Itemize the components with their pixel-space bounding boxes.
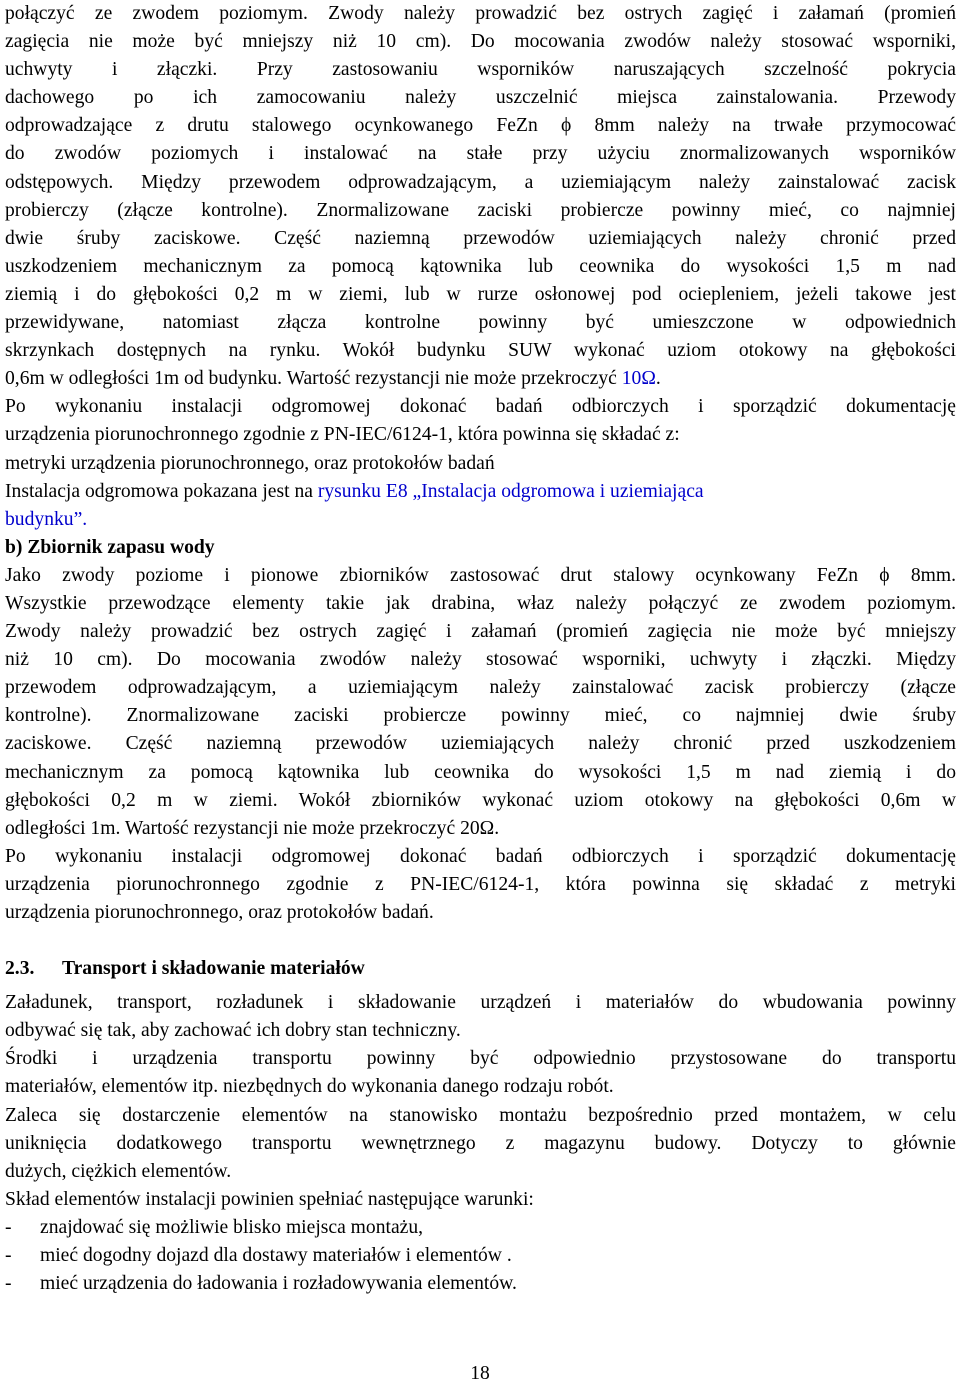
text-line: odległości 1m. Wartość rezystancji nie może przekroczyć 20Ω. (5, 817, 500, 839)
figure-reference-line (5, 478, 956, 506)
list-bullet: - (5, 1273, 12, 1295)
text-line: materiałów, elementów itp. niezbędnych do wykonania danego rodzaju robót. (5, 1076, 614, 1098)
text-line: Wszystkie przewodzące elementy takie jak drabina, właz należy połączyć ze zwodem poziomym. (5, 592, 956, 614)
text-line: przewodem odprowadzającym, a uziemiającym należy zainstalować zacisk probierczy (złącze (5, 677, 956, 699)
figure-reference-link[interactable]: rysunku E8 „Instalacja odgromowa i uziemiająca (317, 480, 704, 502)
storage-conditions-list (5, 1214, 956, 1298)
text-line: przewidywane, natomiast złącza kontrolne powinny być umieszczone w odpowiednich (5, 312, 956, 334)
figure-reference-link-continued[interactable]: budynku”. (5, 508, 88, 530)
text-line: połączyć ze zwodem poziomym. Zwody należy prowadzić bez ostrych zagięć i załamań (promień (5, 3, 956, 24)
list-item (5, 1214, 956, 1242)
paragraph-documentation-building (5, 393, 956, 533)
text-line: urządzenia piorunochronnego zgodnie z PN-IEC/6124-1, która powinna się składać z: (5, 424, 680, 446)
text-line: głębokości 0,2 m w ziemi. Wokół zbiorników wykonać uziom otokowy na głębokości 0,6m w (5, 789, 956, 811)
section-title: Transport i składowanie materiałów (62, 958, 365, 980)
text-line: Środki i urządzenia transportu powinny być odpowiednio przystosowane do transportu (5, 1048, 956, 1070)
text-line: Jako zwody poziome i pionowe zbiorników zastosować drut stalowy ocynkowany FeZn ϕ 8mm. (5, 564, 956, 586)
list-bullet: - (5, 1245, 12, 1267)
list-item-text: mieć urządzenia do ładowania i rozładowywania elementów. (40, 1273, 517, 1295)
text-line: zagięcia nie może być mniejszy niż 10 cm). Do mocowania zwodów należy stosować wsporniki, (5, 31, 956, 53)
text-line: ziemią i do głębokości 0,2 m w ziemi, lub w rurze osłonowej pod ociepleniem, jeżeli takowe jest (5, 283, 956, 305)
paragraph-transport-means (5, 1045, 956, 1101)
paragraph-delivery (5, 1102, 956, 1186)
text-line: do zwodów poziomych i instalować na stałe przy użyciu znormalizowanych wsporników (5, 143, 956, 165)
text-line: skrzynkach dostępnych na rynku. Wokół budynku SUW wykonać uziom otokowy na głębokości (5, 340, 956, 362)
text-line: uchwyty i złączki. Przy zastosowaniu wsporników naruszających szczelność pokrycia (5, 59, 956, 81)
text-line: Zwody należy prowadzić bez ostrych zagięć i załamań (promień zagięcia nie może być mniejszy (5, 621, 956, 643)
text-line: dużych, ciężkich elementów. (5, 1160, 232, 1182)
text-line: kontrolne). Znormalizowane zaciski probiercze powinny mieć, co najmniej dwie śruby (5, 705, 956, 727)
storage-intro: Skład elementów instalacji powinien spełniać następujące warunki: (5, 1188, 534, 1210)
paragraph-transport (5, 989, 956, 1045)
text-line: probierczy (złącze kontrolne). Znormalizowane zaciski probiercze powinny mieć, co najmniej (5, 199, 956, 221)
list-item-text: znajdować się możliwie blisko miejsca montażu, (40, 1216, 424, 1238)
list-item-text: mieć dogodny dojazd dla dostawy materiałów i elementów . (40, 1245, 512, 1267)
text-line: uszkodzeniem mechanicznym za pomocą kątownika lub ceownika do wysokości 1,5 m nad (5, 255, 956, 277)
text-line: uniknięcia dodatkowego transportu wewnętrznego z magazynu budowy. Dotyczy to głównie (5, 1132, 956, 1154)
section-heading (5, 955, 956, 983)
text-line: Załadunek, transport, rozładunek i składowanie urządzeń i materiałów do wbudowania powinny (5, 992, 956, 1014)
text-line: dachowego po ich zamocowaniu należy uszczelnić miejsca zainstalowania. Przewody (5, 87, 956, 109)
text-line: dwie śruby zaciskowe. Część naziemną przewodów uziemiających należy chronić przed (5, 227, 956, 249)
list-item (5, 1270, 956, 1298)
text-line: urządzenia piorunochronnego, oraz protokołów badań. (5, 902, 434, 923)
text-line: Zaleca się dostarczenie elementów na stanowisko montażu bezpośrednio przed montażem, w celu (5, 1104, 956, 1126)
text-line: odprowadzające z drutu stalowego ocynkowanego FeZn ϕ 8mm należy na trwałe przymocować (5, 115, 956, 137)
text-line: odbywać się tak, aby zachować ich dobry stan techniczny. (5, 1020, 461, 1042)
text-line: Po wykonaniu instalacji odgromowej dokonać badań odbiorczych i sporządzić dokumentację (5, 845, 956, 867)
resistance-text: 0,6m w odległości 1m od budynku. Wartość rezystancji nie może przekroczyć (5, 368, 622, 390)
paragraph-lightning-protection-building (5, 0, 956, 393)
text-line: odstępowych. Między przewodem odprowadzającym, a uziemiającym należy zainstalować zacisk (5, 171, 956, 193)
text-line: zaciskowe. Część naziemną przewodów uziemiających należy chronić przed uszkodzeniem (5, 733, 956, 755)
text-line: Po wykonaniu instalacji odgromowej dokonać badań odbiorczych i sporządzić dokumentację (5, 396, 956, 418)
document-page (5, 0, 956, 1298)
list-item (5, 1242, 956, 1270)
text-line: niż 10 cm). Do mocowania zwodów należy stosować wsporniki, uchwyty i złączki. Między (5, 649, 956, 671)
text-line-resistance (5, 365, 956, 393)
paragraph-storage (5, 1186, 956, 1298)
list-bullet: - (5, 1216, 12, 1238)
section-number: 2.3. (5, 958, 35, 980)
paragraph-water-tank (5, 562, 956, 843)
text-line: mechanicznym za pomocą kątownika lub ceownika do wysokości 1,5 m nad ziemią i do (5, 761, 956, 783)
subheading-water-tank: b) Zbiornik zapasu wody (5, 536, 215, 558)
spacer (5, 927, 956, 955)
figure-reference-text: Instalacja odgromowa pokazana jest na (5, 480, 318, 502)
text-line: urządzenia piorunochronnego zgodnie z PN-IEC/6124-1, która powinna się składać z metryki (5, 873, 956, 895)
text-line: metryki urządzenia piorunochronnego, oraz protokołów badań (5, 452, 495, 474)
resistance-value: 10Ω (621, 368, 656, 390)
resistance-suffix: . (655, 368, 661, 390)
paragraph-documentation-tank (5, 843, 956, 927)
page-number: 18 (470, 1363, 490, 1384)
